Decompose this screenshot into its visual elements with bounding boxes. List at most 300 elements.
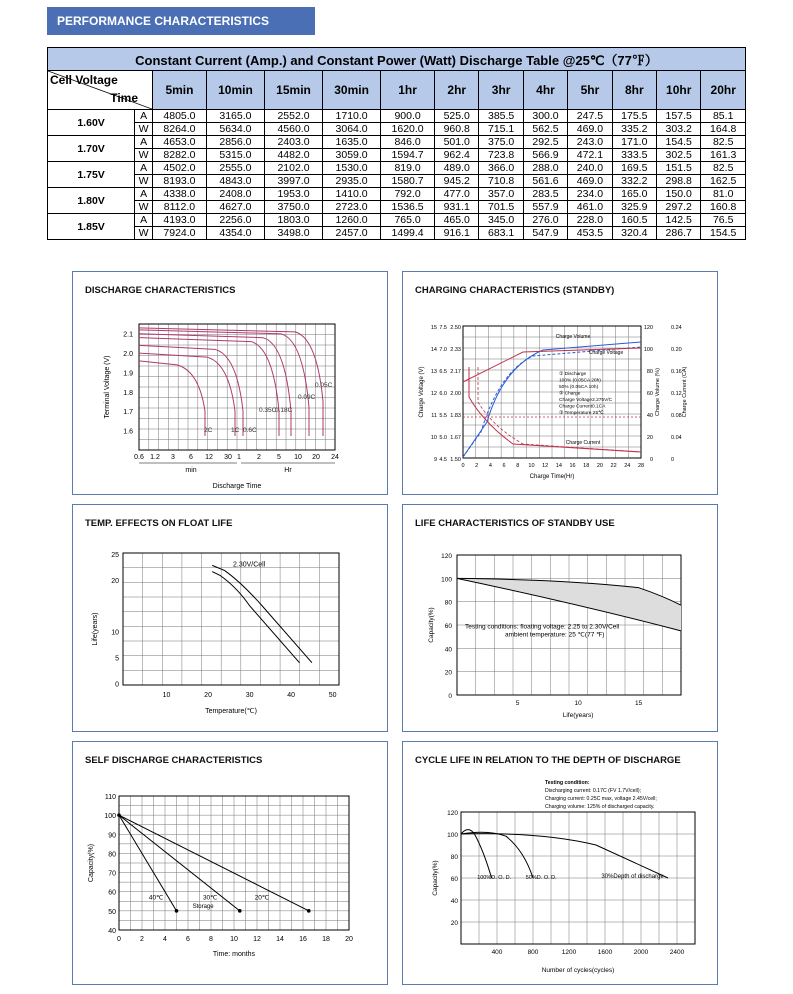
discharge-curve: [139, 353, 235, 436]
panel-title: SELF DISCHARGE CHARACTERISTICS: [85, 755, 263, 766]
table-cell: 1260.0: [323, 214, 381, 227]
x-tick-label: 12: [542, 463, 549, 469]
table-cell: 469.0: [568, 123, 612, 136]
y-tick-label: 0: [115, 681, 119, 689]
life-chart: [403, 505, 719, 733]
panel-title: CHARGING CHARACTERISTICS (STANDBY): [415, 285, 615, 296]
table-cell: 710.8: [479, 175, 523, 188]
column-header: 1hr: [381, 71, 435, 110]
table-cell: 76.5: [701, 214, 746, 227]
table-cell: 562.5: [523, 123, 567, 136]
table-row: [48, 110, 746, 123]
y-tick-label: 4.5: [439, 457, 447, 463]
x-tick-label: 5: [277, 454, 281, 461]
y2-tick-label: 20: [646, 435, 653, 441]
x-unit-hr: Hr: [284, 467, 292, 474]
curve-label: 0.35C: [259, 407, 277, 414]
x-tick-label: 20: [345, 936, 353, 943]
y-tick-label: 100: [104, 813, 116, 821]
test-line: Discharging current: 0.17C (FV 1.7V/cell);: [545, 788, 642, 794]
table-cell: 300.0: [523, 110, 567, 123]
unit-w: W: [135, 175, 153, 188]
table-cell: 2856.0: [206, 136, 264, 149]
corner-cell: [48, 71, 153, 110]
y-tick-label: 7.5: [439, 325, 447, 331]
x-tick-label: 4: [163, 936, 167, 943]
y2-tick-label: 100: [643, 347, 653, 353]
discharge-curve: [139, 328, 323, 436]
dod-label: 30%Depth of discharge: [601, 874, 664, 880]
x-tick-label: 16: [299, 936, 307, 943]
curve-label: 0.6C: [243, 427, 257, 434]
curve-label: 0.18C: [275, 407, 293, 414]
life-characteristics-panel: [402, 504, 718, 732]
x-tick-label: 400: [491, 949, 503, 956]
legend-line: 50% (0.05CA 10h): [559, 385, 599, 390]
y-tick-label: 10: [430, 435, 437, 441]
panel-title: CYCLE LIFE IN RELATION TO THE DEPTH OF DISCHARGE: [415, 755, 681, 766]
discharge-curve: [139, 330, 309, 436]
y-axis-label: Charge Voltage (V): [419, 366, 425, 418]
table-cell: 3059.0: [323, 149, 381, 162]
table-cell: 283.5: [523, 188, 567, 201]
y3-tick-label: 0.24: [671, 325, 682, 331]
x-tick-label: 10: [230, 936, 238, 943]
x-tick-label: 8: [516, 463, 520, 469]
table-cell: 1594.7: [381, 149, 435, 162]
x-tick-label: 1: [237, 454, 241, 461]
table-cell: 792.0: [381, 188, 435, 201]
table-cell: 525.0: [435, 110, 479, 123]
unit-a: A: [135, 136, 153, 149]
table-cell: 4843.0: [206, 175, 264, 188]
y-tick-label: 40: [444, 646, 452, 654]
y2-tick-label: 80: [646, 369, 653, 375]
x-tick-label: 10: [162, 692, 171, 699]
cell-voltage: 1.60V: [48, 110, 135, 136]
y2-tick-label: 0: [649, 457, 653, 463]
table-cell: 4354.0: [206, 227, 264, 240]
table-cell: 161.3: [701, 149, 746, 162]
table-cell: 561.6: [523, 175, 567, 188]
table-cell: 701.5: [479, 201, 523, 214]
x-tick-label: 6: [189, 454, 193, 461]
y2-tick-label: 40: [646, 413, 653, 419]
y2-axis-label: Charge Volume (%): [655, 368, 661, 416]
unit-w: W: [135, 227, 153, 240]
x-tick-label: 800: [527, 949, 539, 956]
y3-tick-label: 0: [671, 457, 675, 463]
y-tick-label: 9: [433, 457, 437, 463]
y-tick-label: 1.8: [123, 389, 133, 397]
y-axis-label: Life(years): [92, 612, 99, 646]
x-tick-label: 18: [583, 463, 590, 469]
y3-tick-label: 0.20: [671, 347, 682, 353]
test-note: Testing conditions: floating voltage: 2.25 to 2.30V/Cell: [465, 623, 620, 631]
discharge-characteristics-panel: [72, 271, 388, 495]
table-cell: 162.5: [701, 175, 746, 188]
y-tick-label: 60: [108, 889, 116, 897]
dod-label: 50%D. O. D.: [525, 875, 557, 882]
table-cell: 566.9: [523, 149, 567, 162]
table-cell: 3498.0: [264, 227, 322, 240]
y-axis-label: Capacity(%): [432, 860, 439, 896]
y-tick-label: 20: [111, 577, 119, 585]
y-tick-label: 60: [444, 623, 452, 630]
x-tick-label: 2: [257, 454, 261, 461]
table-cell: 157.5: [657, 110, 701, 123]
y-axis-label: Capacity(%): [88, 843, 95, 883]
x-tick-label: 14: [555, 463, 562, 469]
table-cell: 469.0: [568, 175, 612, 188]
table-cell: 345.0: [479, 214, 523, 227]
y-tick-label: 50: [108, 908, 116, 916]
x-axis-label: Number of cycles(cycles): [541, 967, 615, 974]
table-cell: 472.1: [568, 149, 612, 162]
y-tick-label: 7.0: [439, 347, 447, 353]
table-cell: 169.5: [612, 162, 656, 175]
table-cell: 2403.0: [264, 136, 322, 149]
x-tick-label: 2000: [633, 949, 649, 956]
self-discharge-chart: [73, 742, 389, 986]
table-cell: 489.0: [435, 162, 479, 175]
y-tick-label: 2.00: [450, 391, 461, 397]
table-cell: 461.0: [568, 201, 612, 214]
y-tick-label: 110: [104, 794, 116, 801]
x-tick-label: 24: [624, 463, 631, 469]
table-cell: 240.0: [568, 162, 612, 175]
x-tick-label: 16: [569, 463, 576, 469]
table-cell: 366.0: [479, 162, 523, 175]
data-point: [307, 909, 311, 913]
x-tick-label: 2: [140, 936, 144, 943]
table-title: Constant Current (Amp.) and Constant Power (Watt) Discharge Table @25℃（77℉）: [48, 48, 746, 71]
y-tick-label: 14: [430, 347, 437, 353]
table-cell: 4627.0: [206, 201, 264, 214]
table-cell: 962.4: [435, 149, 479, 162]
x-tick-label: 1600: [597, 949, 613, 956]
table-cell: 3997.0: [264, 175, 322, 188]
y-tick-label: 1.9: [123, 370, 133, 378]
dod-label: 100%D. O. D.: [477, 875, 512, 882]
discharge-chart: [73, 272, 389, 496]
cell-voltage: 1.85V: [48, 214, 135, 240]
column-header: 3hr: [479, 71, 523, 110]
column-header: 5min: [153, 71, 207, 110]
y-tick-label: 5: [115, 655, 119, 663]
table-cell: 8282.0: [153, 149, 207, 162]
table-cell: 1635.0: [323, 136, 381, 149]
table-cell: 1710.0: [323, 110, 381, 123]
y-tick-label: 11: [431, 413, 437, 419]
y2-tick-label: 120: [643, 325, 653, 331]
column-header: 15min: [264, 71, 322, 110]
table-cell: 2555.0: [206, 162, 264, 175]
x-tick-label: 30: [224, 454, 232, 461]
table-cell: 243.0: [568, 136, 612, 149]
x-axis-label: Discharge Time: [212, 483, 262, 490]
x-tick-label: 5: [515, 700, 520, 707]
y-tick-label: 20: [444, 669, 452, 677]
table-cell: 320.4: [612, 227, 656, 240]
y-tick-label: 10: [111, 629, 119, 637]
table-cell: 931.1: [435, 201, 479, 214]
panel-title: DISCHARGE CHARACTERISTICS: [85, 285, 236, 296]
y-tick-label: 40: [108, 928, 116, 935]
x-tick-label: 50: [328, 692, 337, 699]
cell-voltage: 1.75V: [48, 162, 135, 188]
y-tick-label: 40: [450, 898, 458, 905]
table-cell: 160.5: [612, 214, 656, 227]
table-cell: 325.9: [612, 201, 656, 214]
table-cell: 332.2: [612, 175, 656, 188]
table-cell: 3165.0: [206, 110, 264, 123]
legend-line: ① Discharge: [559, 372, 587, 377]
label-volume: Charge Volume: [555, 334, 591, 340]
table-cell: 154.5: [701, 227, 746, 240]
y-tick-label: 5.0: [439, 435, 447, 441]
table-cell: 385.5: [479, 110, 523, 123]
table-cell: 765.0: [381, 214, 435, 227]
x-tick-label: 28: [637, 463, 645, 469]
x-tick-label: 6: [186, 936, 190, 943]
table-cell: 1530.0: [323, 162, 381, 175]
table-cell: 8193.0: [153, 175, 207, 188]
y-tick-label: 20: [450, 920, 458, 927]
table-cell: 3750.0: [264, 201, 322, 214]
table-cell: 85.1: [701, 110, 746, 123]
table-cell: 8264.0: [153, 123, 207, 136]
table-row: [48, 201, 746, 214]
table-cell: 5634.0: [206, 123, 264, 136]
table-cell: 298.8: [657, 175, 701, 188]
corner-bottom-label: Time: [110, 91, 138, 105]
table-cell: 2935.0: [323, 175, 381, 188]
table-cell: 1580.7: [381, 175, 435, 188]
x-tick-label: 12: [205, 454, 213, 461]
table-cell: 171.0: [612, 136, 656, 149]
y-tick-label: 120: [441, 553, 452, 560]
y-tick-label: 60: [450, 876, 458, 883]
table-cell: 276.0: [523, 214, 567, 227]
legend-line: ② Charge: [559, 391, 581, 397]
x-tick-label: 2: [475, 463, 479, 469]
x-tick-label: 10: [294, 454, 302, 461]
y3-tick-label: 0.04: [671, 435, 682, 441]
data-point: [175, 909, 179, 913]
column-header: 5hr: [568, 71, 612, 110]
column-header: 10min: [206, 71, 264, 110]
table-row: [48, 162, 746, 175]
column-header: 30min: [323, 71, 381, 110]
legend-line: Charge Voltage2.275V/C: [559, 398, 613, 403]
x-tick-label: 6: [502, 463, 506, 469]
table-cell: 4805.0: [153, 110, 207, 123]
table-cell: 297.2: [657, 201, 701, 214]
y3-axis-label: Charge Current (CA): [682, 366, 688, 418]
table-cell: 1803.0: [264, 214, 322, 227]
table-cell: 819.0: [381, 162, 435, 175]
unit-a: A: [135, 110, 153, 123]
table-cell: 160.8: [701, 201, 746, 214]
x-tick-label: 4: [488, 463, 492, 469]
table-cell: 5315.0: [206, 149, 264, 162]
y-tick-label: 1.7: [123, 409, 133, 417]
curve-label: 2C: [204, 427, 213, 434]
x-axis-label: Life(years): [562, 712, 594, 719]
y-tick-label: 2.17: [450, 369, 461, 375]
legend-line: 100% (0.05CA 20h): [559, 378, 601, 384]
x-axis-label: Time: months: [212, 951, 256, 958]
x-axis-label: Temperature(℃): [205, 708, 257, 715]
curve-label: 0.09C: [298, 394, 316, 401]
curve-label: 1C: [231, 427, 240, 434]
y-tick-label: 120: [447, 810, 458, 817]
table-cell: 945.2: [435, 175, 479, 188]
table-cell: 82.5: [701, 162, 746, 175]
x-tick-label: 14: [276, 936, 284, 943]
y-tick-label: 25: [111, 552, 119, 559]
x-tick-label: 1200: [561, 949, 577, 956]
table-cell: 715.1: [479, 123, 523, 136]
charging-characteristics-panel: [402, 271, 718, 495]
table-cell: 465.0: [435, 214, 479, 227]
table-cell: 228.0: [568, 214, 612, 227]
unit-a: A: [135, 162, 153, 175]
x-tick-label: 0: [461, 463, 465, 469]
y3-tick-label: 0.08: [671, 413, 682, 419]
unit-w: W: [135, 123, 153, 136]
column-header: 8hr: [612, 71, 656, 110]
table-cell: 292.5: [523, 136, 567, 149]
y-tick-label: 80: [108, 851, 116, 859]
self-discharge-panel: [72, 741, 388, 985]
section-header: PERFORMANCE CHARACTERISTICS: [47, 7, 315, 35]
legend-line: Charge Current0.1CA: [559, 404, 606, 410]
x-tick-label: 20: [312, 454, 320, 461]
table-cell: 247.5: [568, 110, 612, 123]
charge-current-curve: [469, 367, 641, 452]
discharge-table: [47, 47, 746, 240]
y-tick-label: 2.50: [450, 325, 461, 331]
y2-tick-label: 60: [646, 391, 653, 397]
y3-tick-label: 0.12: [671, 391, 682, 397]
y-tick-label: 80: [444, 599, 452, 607]
x-tick-label: 0: [117, 936, 121, 943]
panel-title: TEMP. EFFECTS ON FLOAT LIFE: [85, 518, 233, 529]
x-tick-label: 24: [331, 454, 339, 461]
table-cell: 151.5: [657, 162, 701, 175]
table-cell: 175.5: [612, 110, 656, 123]
y-tick-label: 80: [450, 854, 458, 861]
x-tick-label: 22: [610, 463, 617, 469]
test-title: Testing condition:: [545, 780, 590, 786]
table-cell: 303.2: [657, 123, 701, 136]
unit-a: A: [135, 214, 153, 227]
y-tick-label: 100: [447, 832, 458, 839]
label-current: Charge Current: [565, 440, 601, 446]
table-cell: 2723.0: [323, 201, 381, 214]
table-cell: 142.5: [657, 214, 701, 227]
cell-voltage: 1.70V: [48, 136, 135, 162]
y-tick-label: 6.0: [439, 391, 447, 397]
table-cell: 1410.0: [323, 188, 381, 201]
y-tick-label: 1.6: [123, 428, 133, 436]
temp-label: 30℃: [202, 894, 218, 902]
table-row: [48, 149, 746, 162]
life-curve-lower: [212, 572, 299, 663]
column-header: 4hr: [523, 71, 567, 110]
table-cell: 4502.0: [153, 162, 207, 175]
x-tick-label: 8: [209, 936, 213, 943]
panel-title: LIFE CHARACTERISTICS OF STANDBY USE: [415, 518, 615, 529]
table-cell: 81.0: [701, 188, 746, 201]
table-cell: 82.5: [701, 136, 746, 149]
unit-w: W: [135, 149, 153, 162]
y-tick-label: 15: [430, 325, 437, 331]
y-tick-label: 70: [108, 870, 116, 878]
table-cell: 916.1: [435, 227, 479, 240]
table-cell: 234.0: [568, 188, 612, 201]
table-cell: 3064.0: [323, 123, 381, 136]
column-header: 2hr: [435, 71, 479, 110]
table-cell: 501.0: [435, 136, 479, 149]
test-line: Charging current: 0.25C max, voltage 2.45V/cell;: [545, 796, 657, 802]
table-cell: 4338.0: [153, 188, 207, 201]
life-curve-upper: [212, 565, 312, 662]
table-cell: 1953.0: [264, 188, 322, 201]
y-tick-label: 13: [430, 369, 437, 375]
legend-line: ③ Temperature 25℃: [559, 411, 604, 416]
table-cell: 4653.0: [153, 136, 207, 149]
y-tick-label: 0: [448, 693, 452, 700]
table-cell: 335.2: [612, 123, 656, 136]
test-line: Charging volume: 125% of discharged capacity.: [545, 804, 655, 810]
y-tick-label: 6.5: [439, 369, 447, 375]
table-cell: 557.9: [523, 201, 567, 214]
table-row: [48, 227, 746, 240]
x-tick-label: 3: [171, 454, 175, 461]
x-tick-label: 10: [574, 700, 582, 707]
curve-label: 2.30V/Cell: [233, 561, 266, 569]
table-row: [48, 175, 746, 188]
table-cell: 1499.4: [381, 227, 435, 240]
table-row: [48, 188, 746, 201]
x-tick-label: 40: [287, 692, 296, 699]
table-cell: 846.0: [381, 136, 435, 149]
x-tick-label: 18: [322, 936, 330, 943]
table-cell: 302.5: [657, 149, 701, 162]
table-row: [48, 136, 746, 149]
temp-effects-panel: [72, 504, 388, 732]
cycle-life-chart: [403, 742, 719, 986]
table-cell: 2457.0: [323, 227, 381, 240]
x-tick-label: 20: [204, 692, 212, 699]
y-tick-label: 90: [108, 832, 116, 840]
y-tick-label: 12: [430, 391, 437, 397]
curve-label: 0.05C: [315, 382, 333, 389]
table-cell: 547.9: [523, 227, 567, 240]
table-cell: 723.8: [479, 149, 523, 162]
unit-w: W: [135, 201, 153, 214]
y-tick-label: 100: [441, 576, 452, 584]
table-cell: 2408.0: [206, 188, 264, 201]
table-row: [48, 214, 746, 227]
table-cell: 1536.5: [381, 201, 435, 214]
temp-chart: [73, 505, 389, 733]
x-tick-label: 30: [245, 692, 254, 699]
y-tick-label: 5.5: [439, 413, 447, 419]
